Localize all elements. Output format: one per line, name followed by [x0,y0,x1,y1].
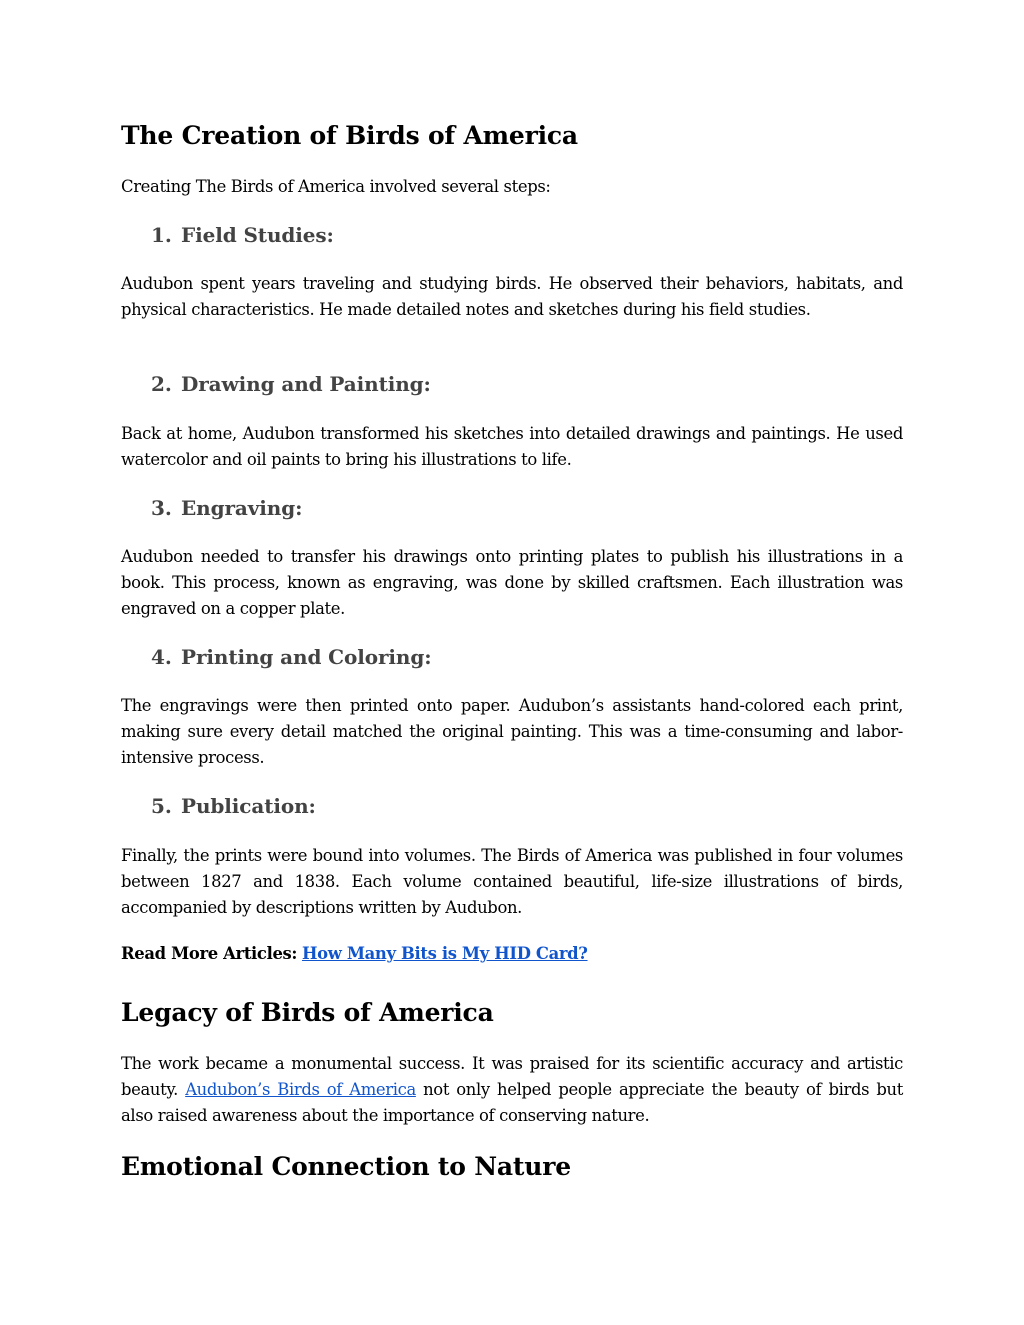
step-heading-field-studies [151,222,334,248]
legacy-body-after: not only helped people appreciate the beauty of birds but also raised awareness about the importance of conserving nature. [121,1080,903,1125]
step-body-drawing-painting: Back at home, Audubon transformed his sketches into detailed drawings and paintings. He used watercolor and oil paints to bring his illustrations to life. [121,424,903,469]
read-more-link[interactable]: How Many Bits is My HID Card? [301,944,588,963]
step-body-printing-coloring: The engravings were then printed onto paper. Audubon’s assistants hand-colored each print, making sure every detail matched the original painting. This was a time-consuming and labor-intensive process. [121,696,903,767]
step-number: 5. [151,794,172,818]
section-title-creation: The Creation of Birds of America [121,121,578,150]
step-heading-text: Publication: [181,794,316,818]
step-heading-drawing-painting [151,371,431,397]
step-number: 1. [151,223,172,247]
step-number: 4. [151,645,172,669]
step-heading-text: Printing and Coloring: [181,645,432,669]
section-title-legacy: Legacy of Birds of America [121,998,494,1027]
read-more-line [121,941,903,967]
step-heading-text: Drawing and Painting: [181,372,431,396]
step-heading-printing-coloring [151,644,432,670]
read-more-label: Read More Articles: [121,944,298,963]
step-heading-engraving [151,495,302,521]
step-body-engraving: Audubon needed to transfer his drawings onto printing plates to publish his illustrations in a book. This process, known as engraving, was done by skilled craftsmen. Each illustration was engraved on a copper plate. [121,547,903,618]
creation-intro: Creating The Birds of America involved several steps: [121,177,551,196]
step-heading-text: Engraving: [181,496,303,520]
birds-of-america-link[interactable]: Audubon’s Birds of America [185,1080,416,1099]
legacy-body [121,1051,903,1129]
step-number: 2. [151,372,172,396]
section-title-emotional: Emotional Connection to Nature [121,1152,571,1181]
step-number: 3. [151,496,172,520]
step-heading-text: Field Studies: [181,223,334,247]
step-body-publication: Finally, the prints were bound into volumes. The Birds of America was published in four volumes between 1827 and 1838. Each volume contained beautiful, life-size illustrations of birds, accompanied by descriptions written by Audubon. [121,846,903,917]
step-heading-publication [151,793,316,819]
legacy-body-before: The work became a monumental success. It was praised for its scientific accuracy and artistic beauty. [121,1054,903,1099]
step-body-field-studies: Audubon spent years traveling and studying birds. He observed their behaviors, habitats, and physical characteristics. He made detailed notes and sketches during his field studies. [121,274,903,319]
